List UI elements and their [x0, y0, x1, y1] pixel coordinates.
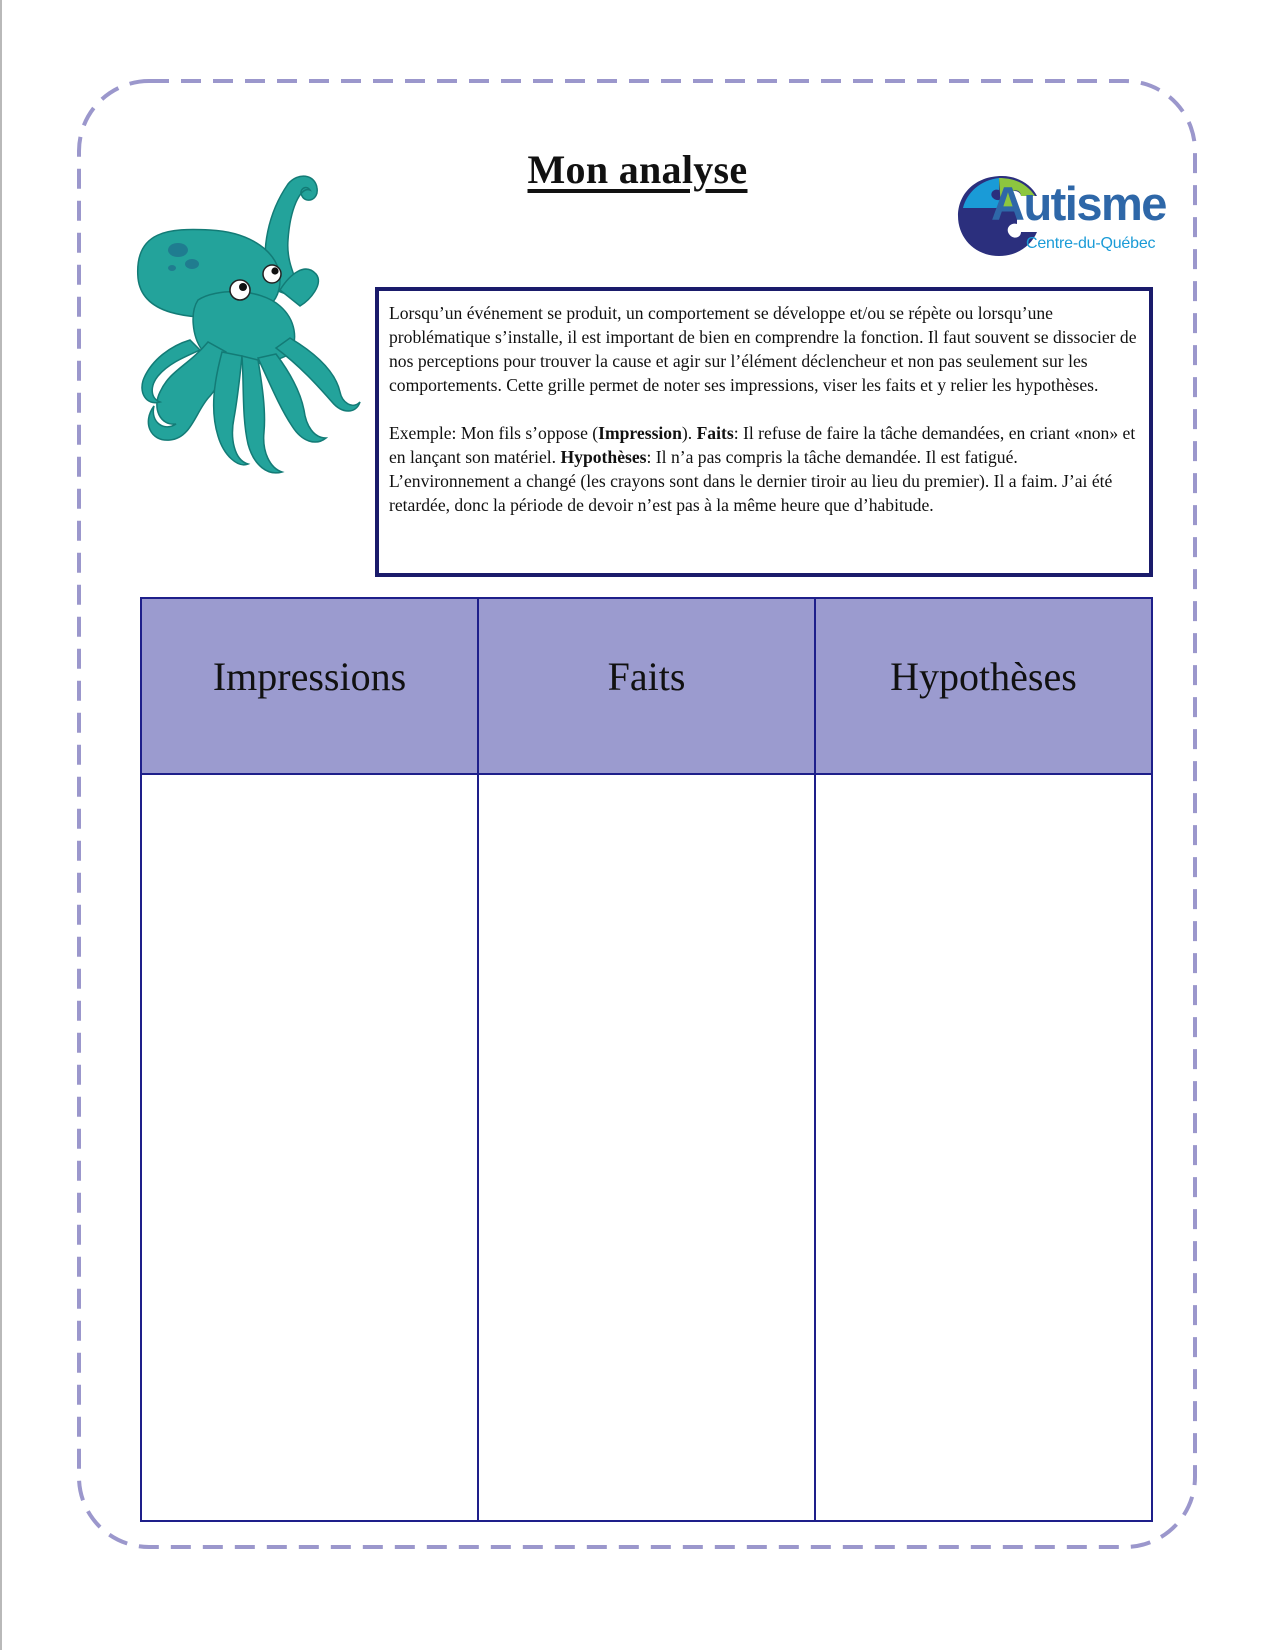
- table-row: [141, 774, 1152, 1521]
- faits-writing-cell[interactable]: [478, 774, 815, 1521]
- logo-subtitle: Centre-du-Québec: [1026, 235, 1156, 252]
- example-mid2: : Il refuse de faire la tâche demandées, en criant «non» et en lançant son matériel.: [389, 423, 1136, 467]
- example-paragraph: [389, 421, 1140, 517]
- octopus-illustration: [130, 170, 365, 500]
- hypotheses-term: Hypothèses: [560, 447, 647, 467]
- example-mid1: ).: [681, 423, 697, 443]
- page-title: Mon analyse: [527, 147, 748, 192]
- example-end: : Il n’a pas compris la tâche demandée. Il est fatigué. L’environnement a changé (les crayons sont dans le dernier tiroir au lieu du premier). Il a faim. J’ai été retardée, donc la période de devoir n’est pas à la même heure que d’habitude.: [389, 447, 1113, 515]
- hypotheses-writing-cell[interactable]: [815, 774, 1152, 1521]
- impressions-writing-cell[interactable]: [141, 774, 478, 1521]
- logo-wordmark: Autisme: [991, 177, 1166, 230]
- table-header-row: [141, 598, 1152, 774]
- column-header-impressions: Impressions: [141, 598, 478, 774]
- column-header-hypotheses: Hypothèses: [815, 598, 1152, 774]
- column-header-faits: Faits: [478, 598, 815, 774]
- impression-term: Impression: [598, 423, 682, 443]
- analysis-table: [140, 597, 1153, 1522]
- intro-paragraph: Lorsqu’un événement se produit, un comportement se développe et/ou se répète ou lorsqu’une problématique s’installe, il est important de bien en comprendre la fonction. Il faut souvent se dissocier de nos perceptions pour trouver la cause et agir sur l’élément déclencheur et non pas seulement sur les comportements. Cette grille permet de noter ses impressions, viser les faits et y relier les hypothèses.: [389, 303, 1137, 395]
- example-prefix: Exemple: Mon fils s’oppose (: [389, 423, 599, 443]
- intro-box: [375, 287, 1153, 577]
- faits-term: Faits: [696, 423, 734, 443]
